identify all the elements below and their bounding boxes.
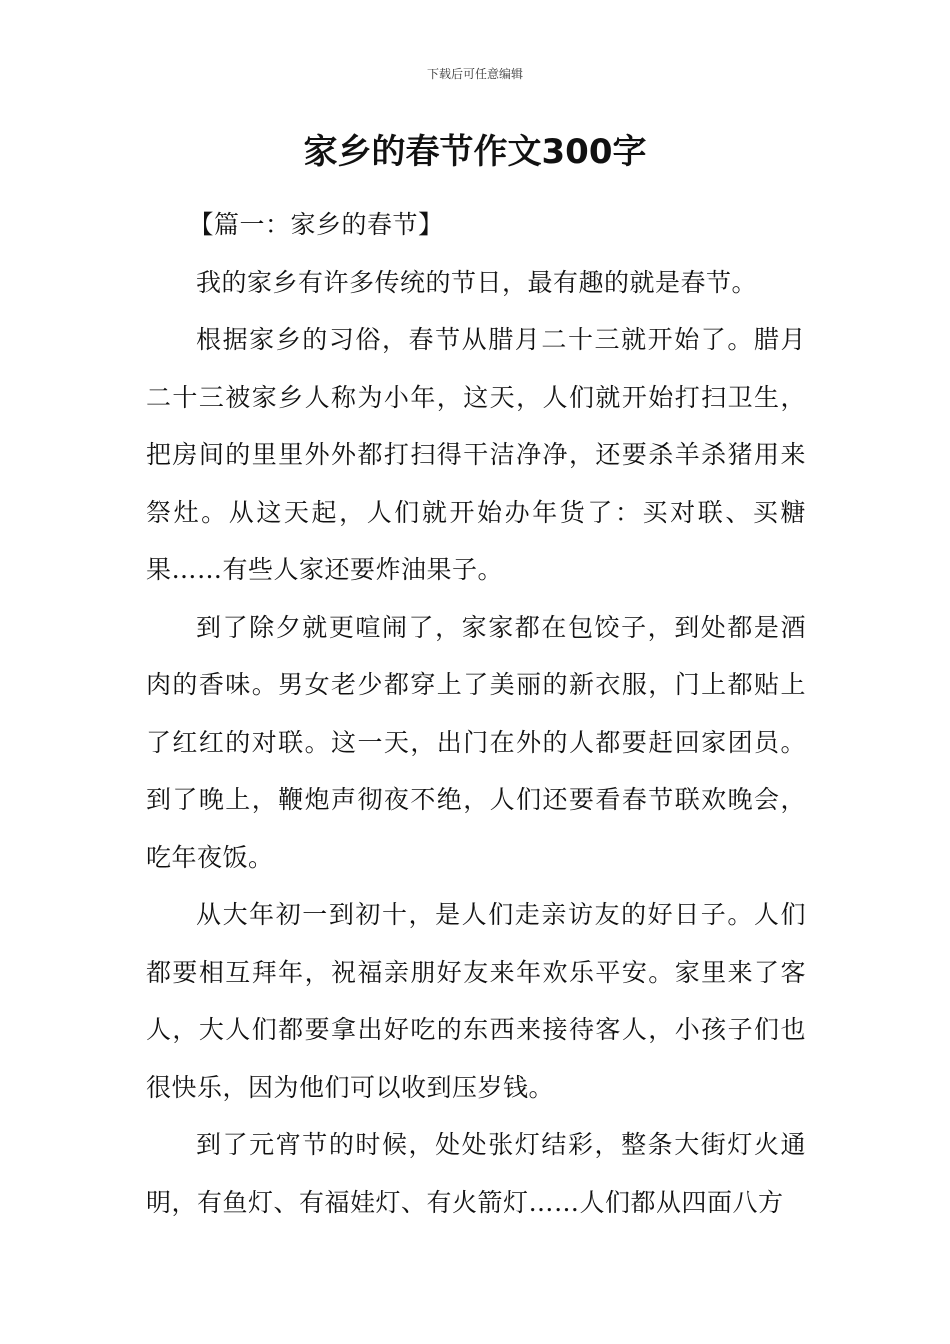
document-body <box>146 196 806 1231</box>
header-note: 下载后可任意编辑 <box>426 67 523 81</box>
section-heading: 【篇一：家乡的春节】 <box>188 210 444 239</box>
paragraph-1: 我的家乡有许多传统的节日，最有趣的就是春节。 <box>196 267 758 297</box>
paragraph-5: 到了元宵节的时候，处处张灯结彩，整条大街灯火通明，有鱼灯、有福娃灯、有火箭灯……人们都从四面八方 <box>146 1130 806 1217</box>
paragraph-3: 到了除夕就更喧闹了，家家都在包饺子，到处都是酒肉的香味。男女老少都穿上了美丽的新衣服，门上都贴上了红红的对联。这一天，出门在外的人都要赶回家团员。到了晚上，鞭炮声彻夜不绝，人们还要看春节联欢晚会，吃年夜饭。 <box>146 612 806 872</box>
paragraph-4: 从大年初一到初十，是人们走亲访友的好日子。人们都要相互拜年，祝福亲朋好友来年欢乐平安。家里来了客人，大人们都要拿出好吃的东西来接待客人，小孩子们也很快乐，因为他们可以收到压岁钱。 <box>146 900 806 1102</box>
document-title: 家乡的春节作文300字 <box>303 132 647 172</box>
paragraph-2: 根据家乡的习俗，春节从腊月二十三就开始了。腊月二十三被家乡人称为小年，这天，人们就开始打扫卫生，把房间的里里外外都打扫得干洁净净，还要杀羊杀猪用来祭灶。从这天起，人们就开始办年货了：买对联、买糖果……有些人家还要炸油果子。 <box>146 325 806 584</box>
